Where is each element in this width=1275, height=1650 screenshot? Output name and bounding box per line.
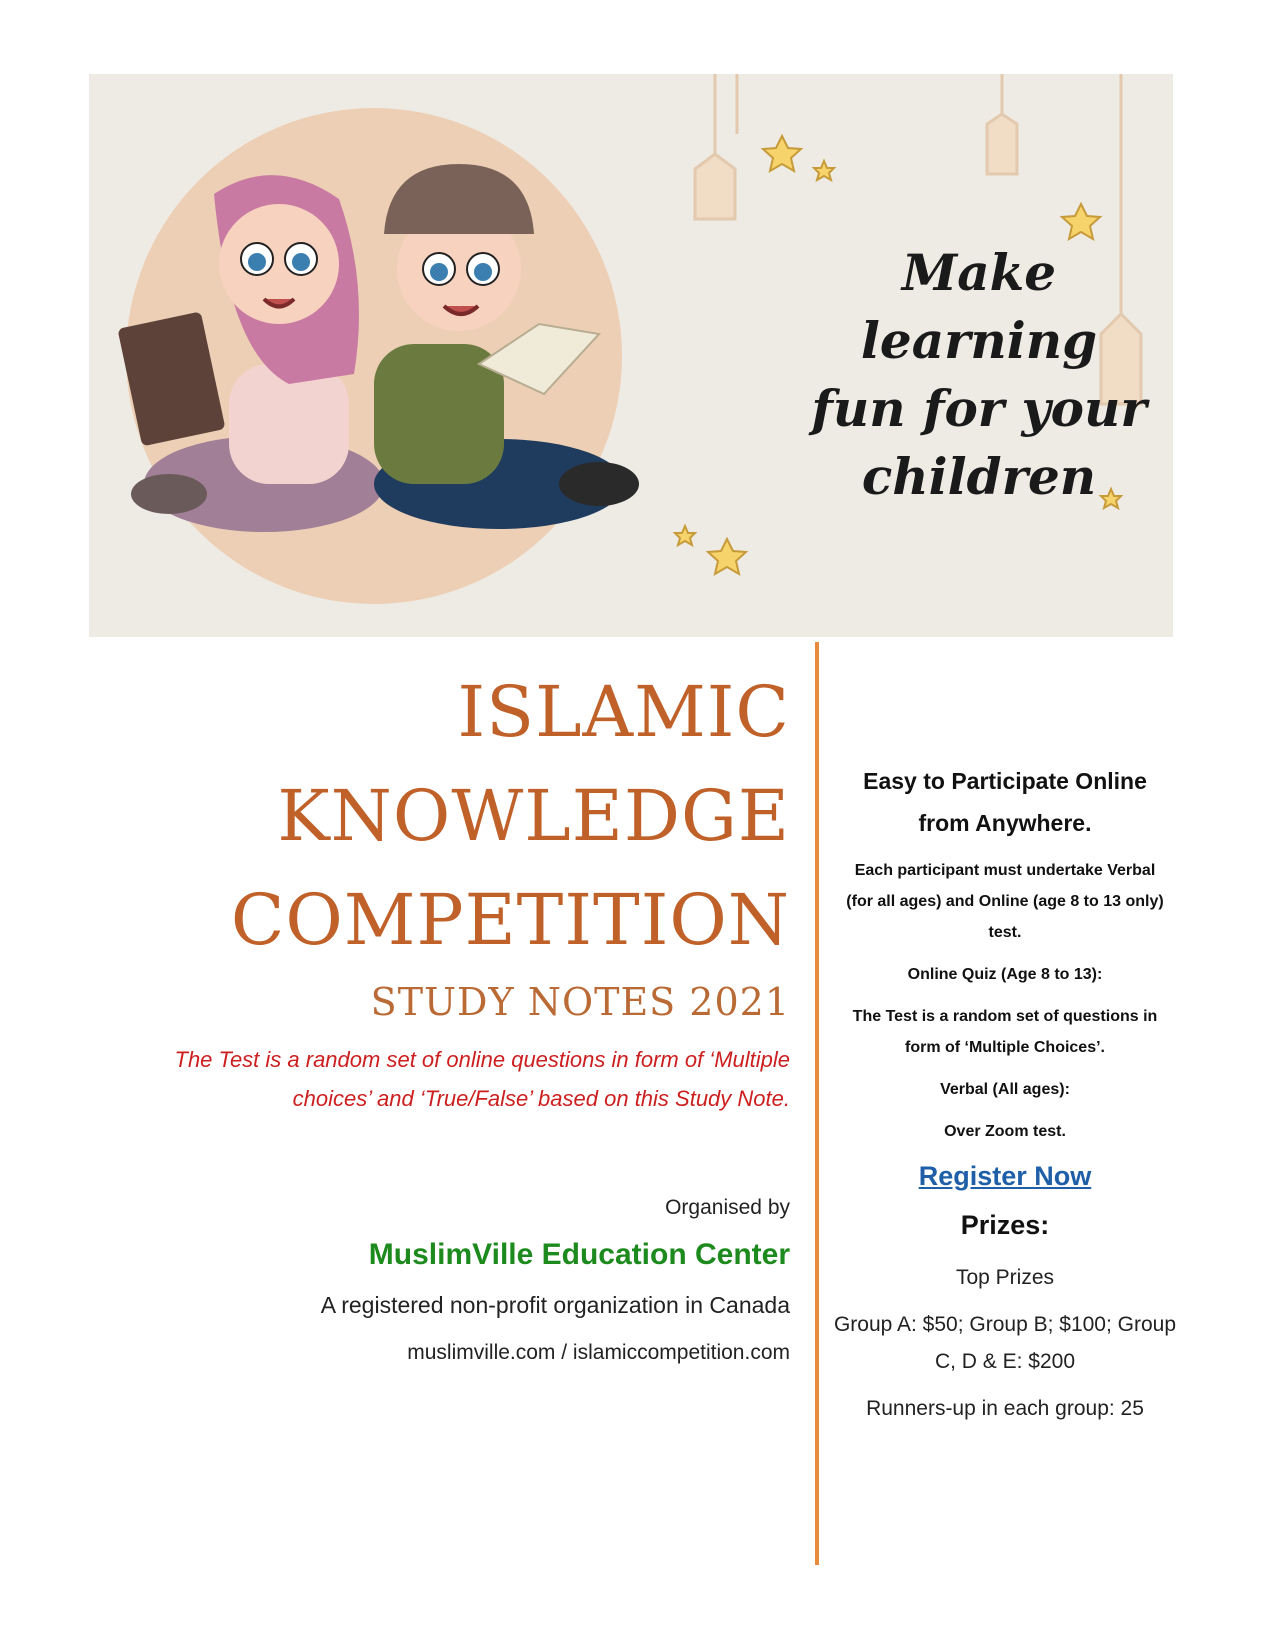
left-column [80,660,790,1365]
organization-websites: muslimville.com / islamiccompetition.com [407,1341,790,1364]
organised-by-label: Organised by [665,1196,790,1219]
test-desc-line-1: The Test is a random set of questions in [852,1008,1158,1025]
participant-requirement [820,855,1190,948]
group-prizes-line-1: Group A: $50; Group B; $100; Group [833,1313,1177,1336]
test-note-line-1: The Test is a random set of online questions in form of ‘Multiple [174,1047,790,1072]
title-line-1: ISLAMIC [457,671,790,753]
online-quiz-label: Online Quiz (Age 8 to 13): [907,966,1103,983]
prizes-heading: Prizes: [960,1210,1050,1240]
register-now-link[interactable]: Register Now [918,1161,1092,1191]
organization-description: A registered non-profit organization in Canada [320,1292,790,1318]
participant-line-3: test. [988,924,1022,941]
right-column [820,760,1190,1427]
hero-banner [89,74,1173,637]
runners-up-text: Runners-up in each group: 25 [866,1397,1144,1420]
test-note-line-2: choices’ and ‘True/False’ based on this Study Note. [292,1086,790,1111]
title-line-3: COMPETITION [230,879,790,961]
verbal-label: Verbal (All ages): [940,1081,1070,1098]
participate-heading-2: from Anywhere. [918,810,1092,836]
tagline-line-2: fun for your [811,379,1147,438]
test-note [80,1040,790,1118]
test-desc-line-2: form of ‘Multiple Choices’. [904,1039,1105,1056]
group-prizes [820,1306,1190,1380]
organization-name: MuslimVille Education Center [368,1238,790,1271]
zoom-test-text: Over Zoom test. [944,1123,1066,1140]
banner-tagline [779,239,1173,511]
tagline-line-1: Make learning [860,243,1098,370]
tagline-line-3: children [861,447,1097,506]
vertical-divider [815,642,819,1565]
group-prizes-line-2: C, D & E: $200 [934,1350,1076,1373]
participate-heading-1: Easy to Participate Online [863,768,1147,794]
title-line-2: KNOWLEDGE [277,775,790,857]
test-description [820,1001,1190,1063]
top-prizes-label: Top Prizes [955,1266,1055,1289]
page-subtitle: STUDY NOTES 2021 [370,980,790,1024]
participant-line-2: (for all ages) and Online (age 8 to 13 only) [846,893,1164,910]
participant-line-1: Each participant must undertake Verbal [854,862,1156,879]
